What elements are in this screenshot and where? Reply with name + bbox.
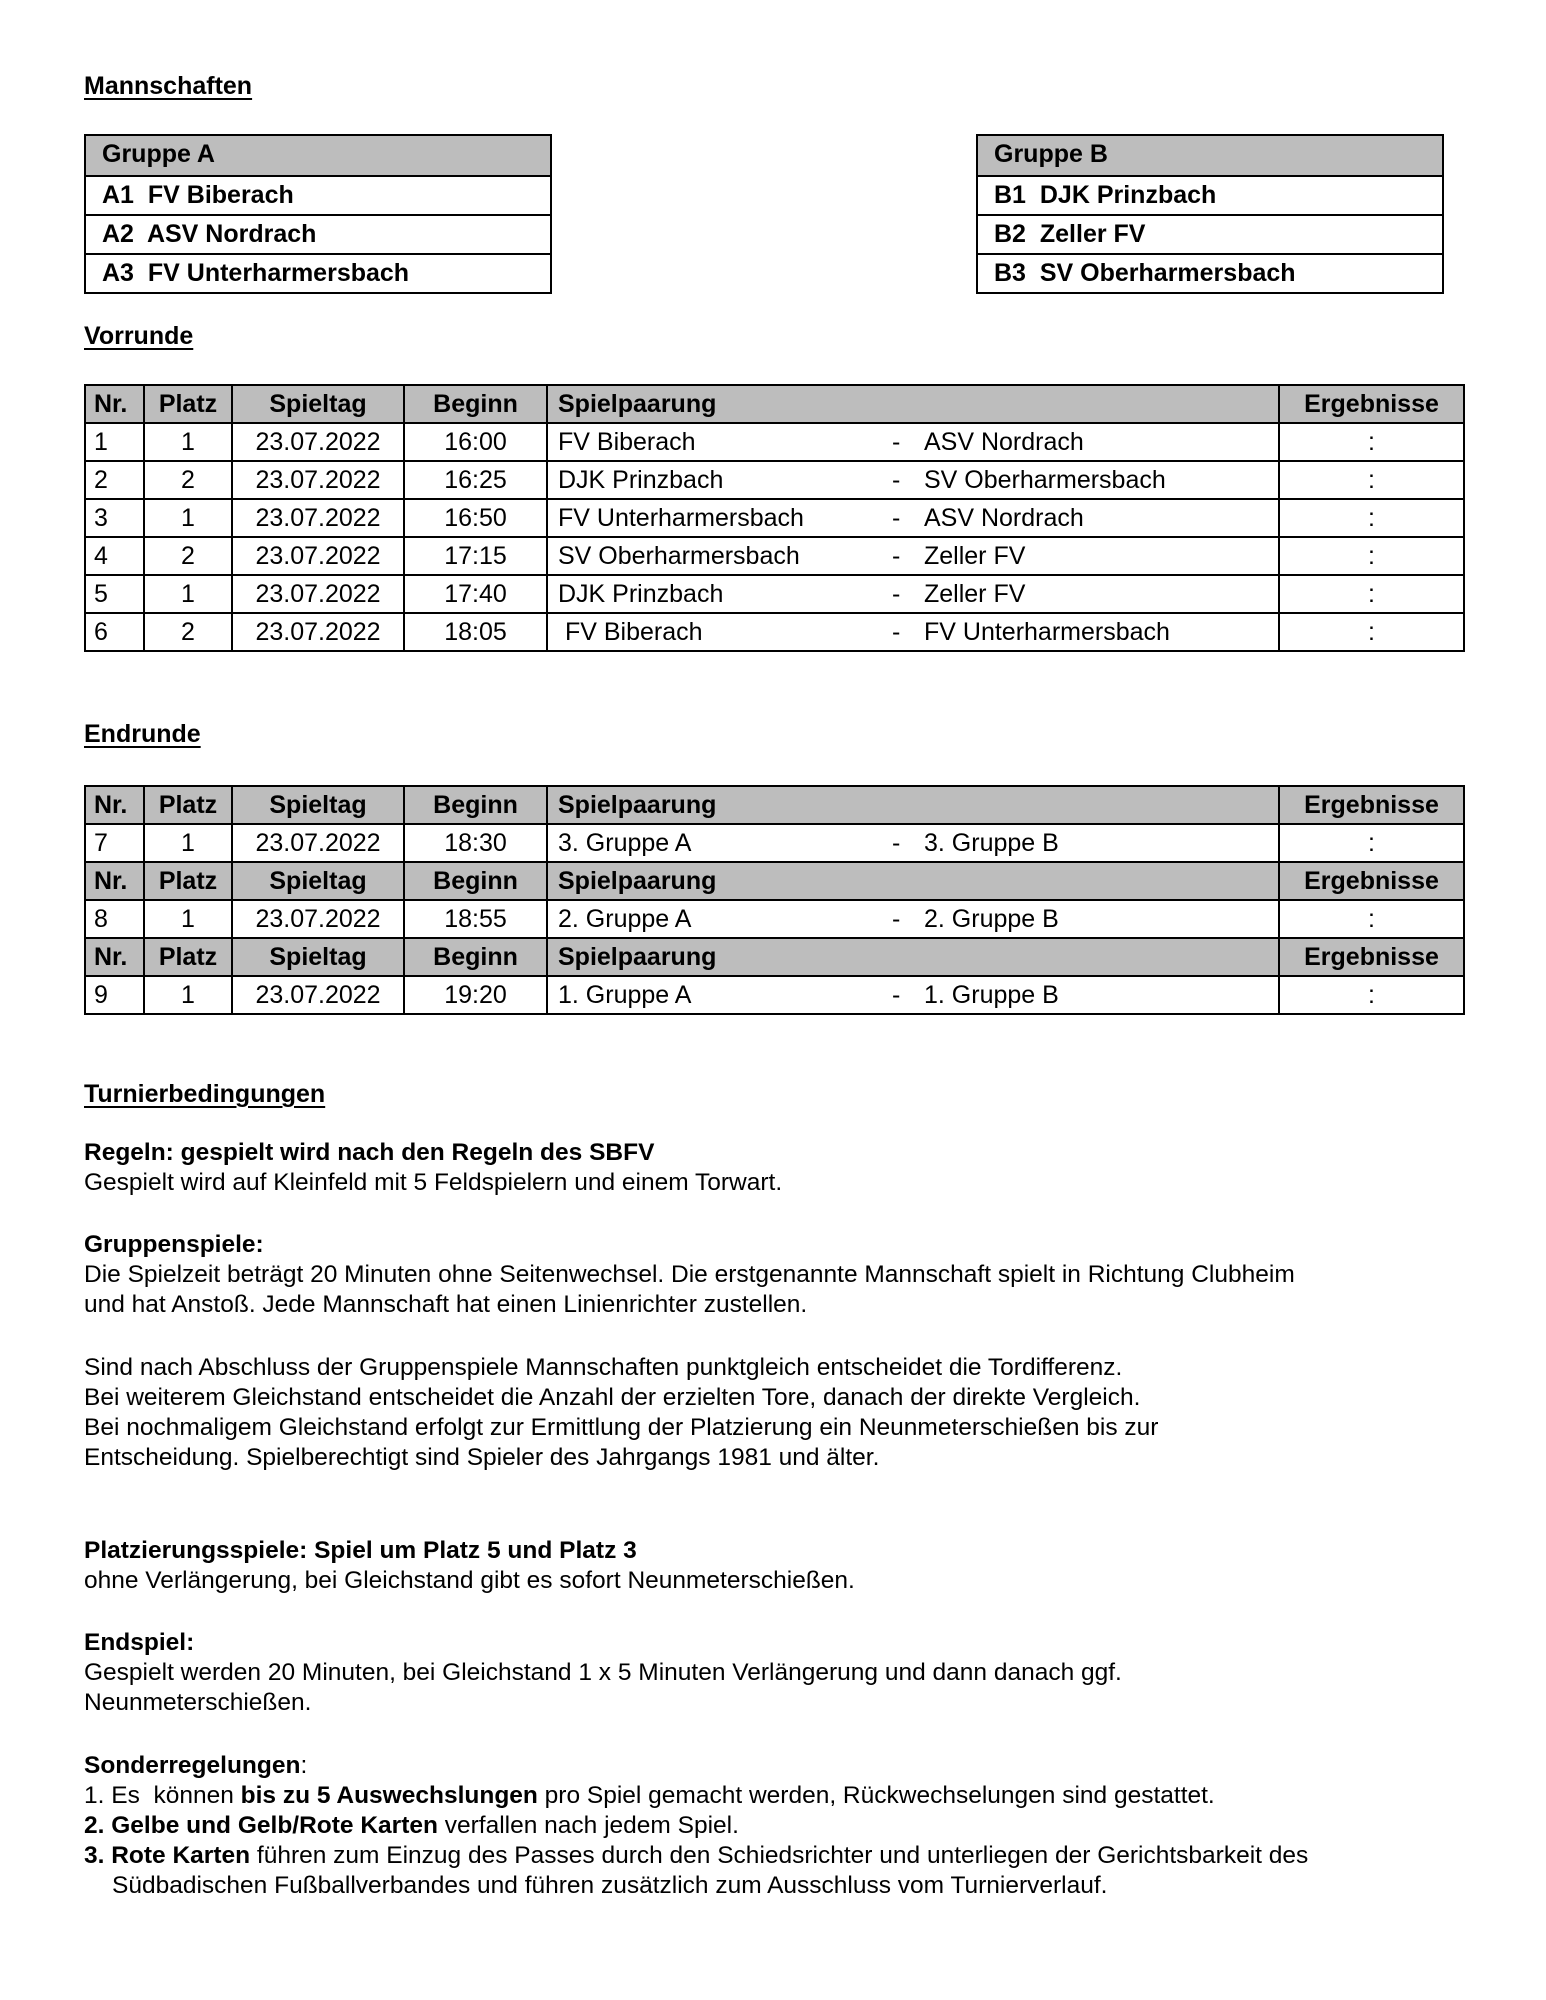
cell-platz: 1	[144, 499, 232, 537]
team-name: FV Unterharmersbach	[147, 259, 410, 287]
col-header-spieltag: Spieltag	[232, 385, 404, 423]
cell-spieltag: 23.07.2022	[232, 824, 404, 862]
team-name: SV Oberharmersbach	[1039, 259, 1296, 287]
home-team: SV Oberharmersbach	[558, 542, 800, 570]
away-team: FV Unterharmersbach	[924, 618, 1170, 646]
final-line: Neunmeterschießen.	[84, 1689, 312, 1716]
versus-dash: -	[892, 618, 901, 646]
group-team-row	[978, 253, 1442, 292]
table-row	[85, 900, 1464, 938]
team-name: ASV Nordrach	[146, 220, 317, 248]
tiebreak-line: Bei nochmaligem Gleichstand erfolgt zur Ermittlung der Platzierung ein Neunmeterschießen bis zur	[84, 1414, 1159, 1441]
cell-beginn: 16:00	[404, 423, 547, 461]
cell-beginn: 19:20	[404, 976, 547, 1014]
rule-emphasis: 2. Gelbe und Gelb/Rote Karten	[84, 1812, 438, 1839]
col-header-beginn: Beginn	[404, 385, 547, 423]
group-team-row	[86, 214, 550, 253]
home-team: 3. Gruppe A	[558, 829, 692, 857]
cell-spieltag: 23.07.2022	[232, 499, 404, 537]
cell-spielpaarung	[547, 461, 1279, 499]
rules-block	[84, 1138, 1464, 1198]
group-team-row	[978, 175, 1442, 214]
cell-spielpaarung	[547, 824, 1279, 862]
cell-platz: 2	[144, 613, 232, 651]
rules-title: Regeln: gespielt wird nach den Regeln des SBFV	[84, 1139, 655, 1166]
cell-spieltag: 23.07.2022	[232, 423, 404, 461]
cell-spieltag: 23.07.2022	[232, 976, 404, 1014]
cell-platz: 2	[144, 461, 232, 499]
cell-spielpaarung	[547, 613, 1279, 651]
col-header-platz: Platz	[144, 938, 232, 976]
away-team: 1. Gruppe B	[924, 981, 1059, 1009]
placement-block	[84, 1536, 1464, 1596]
versus-dash: -	[892, 580, 901, 608]
group-team-row	[978, 214, 1442, 253]
col-header-spieltag: Spieltag	[232, 862, 404, 900]
vorrunde-table	[84, 384, 1465, 652]
group-games-block	[84, 1230, 1464, 1320]
versus-dash: -	[892, 504, 901, 532]
group-b-table	[976, 134, 1444, 294]
col-header-platz: Platz	[144, 385, 232, 423]
home-team: FV Biberach	[558, 618, 703, 646]
versus-dash: -	[892, 981, 901, 1009]
away-team: Zeller FV	[924, 542, 1026, 570]
cell-spielpaarung	[547, 499, 1279, 537]
cell-platz: 1	[144, 824, 232, 862]
team-code: B1	[994, 181, 1026, 209]
special-rule-2	[84, 1811, 1464, 1841]
cell-nr: 3	[85, 499, 144, 537]
cell-ergebnis: :	[1279, 575, 1464, 613]
col-header-ergebnisse: Ergebnisse	[1279, 786, 1464, 824]
col-header-beginn: Beginn	[404, 862, 547, 900]
tiebreak-line: Sind nach Abschluss der Gruppenspiele Mannschaften punktgleich entscheidet die Tordifferenz.	[84, 1354, 1123, 1381]
table-header-row	[85, 862, 1464, 900]
home-team: 2. Gruppe A	[558, 905, 692, 933]
cell-ergebnis: :	[1279, 537, 1464, 575]
cell-spielpaarung	[547, 575, 1279, 613]
group-games-line: und hat Anstoß. Jede Mannschaft hat einen Linienrichter zustellen.	[84, 1291, 808, 1318]
col-header-spielpaarung: Spielpaarung	[547, 862, 1279, 900]
cell-beginn: 16:25	[404, 461, 547, 499]
cell-platz: 1	[144, 976, 232, 1014]
col-header-nr: Nr.	[85, 938, 144, 976]
tiebreak-line: Bei weiterem Gleichstand entscheidet die Anzahl der erzielten Tore, danach der direkte Vergleich.	[84, 1384, 1141, 1411]
col-header-spielpaarung: Spielpaarung	[547, 786, 1279, 824]
cell-ergebnis: :	[1279, 423, 1464, 461]
cell-beginn: 17:40	[404, 575, 547, 613]
col-header-beginn: Beginn	[404, 938, 547, 976]
rule-text: 1. Es können	[84, 1782, 241, 1809]
group-games-line: Die Spielzeit beträgt 20 Minuten ohne Seitenwechsel. Die erstgenannte Mannschaft spielt in Richtung Clubheim	[84, 1261, 1295, 1288]
cell-beginn: 18:30	[404, 824, 547, 862]
home-team: DJK Prinzbach	[558, 466, 724, 494]
cell-platz: 1	[144, 575, 232, 613]
away-team: SV Oberharmersbach	[924, 466, 1166, 494]
cell-beginn: 17:15	[404, 537, 547, 575]
section-title-mannschaften: Mannschaften	[84, 72, 253, 100]
cell-spieltag: 23.07.2022	[232, 461, 404, 499]
home-team: FV Biberach	[558, 428, 696, 456]
section-title-vorrunde: Vorrunde	[84, 322, 194, 350]
table-header-row	[85, 385, 1464, 423]
col-header-spieltag: Spieltag	[232, 938, 404, 976]
cell-beginn: 18:55	[404, 900, 547, 938]
away-team: 2. Gruppe B	[924, 905, 1059, 933]
versus-dash: -	[892, 905, 901, 933]
cell-spieltag: 23.07.2022	[232, 613, 404, 651]
versus-dash: -	[892, 829, 901, 857]
rules-text: Gespielt wird auf Kleinfeld mit 5 Feldspielern und einem Torwart.	[84, 1169, 783, 1196]
col-header-spielpaarung: Spielpaarung	[547, 385, 1279, 423]
away-team: 3. Gruppe B	[924, 829, 1059, 857]
cell-beginn: 18:05	[404, 613, 547, 651]
cell-ergebnis: :	[1279, 824, 1464, 862]
team-code: A1	[102, 181, 134, 209]
cell-ergebnis: :	[1279, 461, 1464, 499]
cell-nr: 8	[85, 900, 144, 938]
special-rule-3-continued: Südbadischen Fußballverbandes und führen zusätzlich zum Ausschluss vom Turnierverlauf.	[112, 1872, 1108, 1899]
table-row	[85, 976, 1464, 1014]
team-code: A2	[102, 220, 134, 248]
table-row	[85, 575, 1464, 613]
away-team: ASV Nordrach	[924, 428, 1084, 456]
group-a-header: Gruppe A	[86, 136, 550, 175]
cell-spielpaarung	[547, 900, 1279, 938]
rule-text: führen zum Einzug des Passes durch den Schiedsrichter und unterliegen der Gerichtsbarkeit des	[250, 1842, 1309, 1869]
placement-text: ohne Verlängerung, bei Gleichstand gibt es sofort Neunmeterschießen.	[84, 1567, 855, 1594]
cell-ergebnis: :	[1279, 976, 1464, 1014]
placement-title: Platzierungsspiele: Spiel um Platz 5 und Platz 3	[84, 1537, 637, 1564]
cell-spielpaarung	[547, 423, 1279, 461]
col-header-ergebnisse: Ergebnisse	[1279, 385, 1464, 423]
cell-nr: 6	[85, 613, 144, 651]
cell-spieltag: 23.07.2022	[232, 537, 404, 575]
cell-nr: 9	[85, 976, 144, 1014]
col-header-nr: Nr.	[85, 862, 144, 900]
versus-dash: -	[892, 428, 901, 456]
table-row	[85, 423, 1464, 461]
team-name: DJK Prinzbach	[1039, 181, 1217, 209]
tiebreak-line: Entscheidung. Spielberechtigt sind Spieler des Jahrgangs 1981 und älter.	[84, 1444, 880, 1471]
col-header-beginn: Beginn	[404, 786, 547, 824]
rule-emphasis: 3. Rote Karten	[84, 1842, 251, 1869]
rule-text: verfallen nach jedem Spiel.	[437, 1812, 739, 1839]
cell-ergebnis: :	[1279, 499, 1464, 537]
team-code: A3	[102, 259, 134, 287]
cell-platz: 1	[144, 900, 232, 938]
cell-beginn: 16:50	[404, 499, 547, 537]
cell-platz: 1	[144, 423, 232, 461]
special-rule-3	[84, 1841, 1464, 1871]
team-code: B3	[994, 259, 1026, 287]
home-team: FV Unterharmersbach	[558, 504, 804, 532]
cell-platz: 2	[144, 537, 232, 575]
col-header-nr: Nr.	[85, 385, 144, 423]
section-title-endrunde: Endrunde	[84, 720, 201, 748]
group-team-row	[86, 253, 550, 292]
final-block	[84, 1628, 1464, 1718]
special-rules-colon: :	[300, 1752, 308, 1779]
group-a-table	[84, 134, 552, 294]
final-line: Gespielt werden 20 Minuten, bei Gleichstand 1 x 5 Minuten Verlängerung und dann danach ggf.	[84, 1659, 1122, 1686]
table-row	[85, 613, 1464, 651]
cell-spielpaarung	[547, 537, 1279, 575]
rule-text: pro Spiel gemacht werden, Rückwechselungen sind gestattet.	[537, 1782, 1215, 1809]
home-team: 1. Gruppe A	[558, 981, 692, 1009]
group-b-header: Gruppe B	[978, 136, 1442, 175]
versus-dash: -	[892, 466, 901, 494]
table-row	[85, 461, 1464, 499]
cell-nr: 1	[85, 423, 144, 461]
final-title: Endspiel:	[84, 1629, 195, 1656]
col-header-spieltag: Spieltag	[232, 786, 404, 824]
group-games-title: Gruppenspiele:	[84, 1231, 264, 1258]
team-code: B2	[994, 220, 1026, 248]
cell-ergebnis: :	[1279, 613, 1464, 651]
table-row	[85, 537, 1464, 575]
special-rules-block	[84, 1751, 1464, 1901]
cell-nr: 7	[85, 824, 144, 862]
cell-spieltag: 23.07.2022	[232, 900, 404, 938]
col-header-spielpaarung: Spielpaarung	[547, 938, 1279, 976]
team-name: Zeller FV	[1039, 220, 1146, 248]
col-header-ergebnisse: Ergebnisse	[1279, 862, 1464, 900]
team-name: FV Biberach	[147, 181, 294, 209]
col-header-nr: Nr.	[85, 786, 144, 824]
cell-spieltag: 23.07.2022	[232, 575, 404, 613]
table-row	[85, 824, 1464, 862]
col-header-ergebnisse: Ergebnisse	[1279, 938, 1464, 976]
group-team-row	[86, 175, 550, 214]
cell-spielpaarung	[547, 976, 1279, 1014]
cell-nr: 2	[85, 461, 144, 499]
col-header-platz: Platz	[144, 786, 232, 824]
home-team: DJK Prinzbach	[558, 580, 724, 608]
endrunde-table	[84, 785, 1465, 1015]
section-title-turnierbedingungen: Turnierbedingungen	[84, 1080, 326, 1108]
cell-nr: 5	[85, 575, 144, 613]
special-rules-title: Sonderregelungen	[84, 1752, 301, 1779]
away-team: Zeller FV	[924, 580, 1026, 608]
cell-ergebnis: :	[1279, 900, 1464, 938]
versus-dash: -	[892, 542, 901, 570]
away-team: ASV Nordrach	[924, 504, 1084, 532]
table-header-row	[85, 786, 1464, 824]
special-rule-1	[84, 1781, 1464, 1811]
table-header-row	[85, 938, 1464, 976]
tiebreak-block	[84, 1353, 1464, 1473]
cell-nr: 4	[85, 537, 144, 575]
col-header-platz: Platz	[144, 862, 232, 900]
rule-emphasis: bis zu 5 Auswechslungen	[240, 1782, 538, 1809]
table-row	[85, 499, 1464, 537]
